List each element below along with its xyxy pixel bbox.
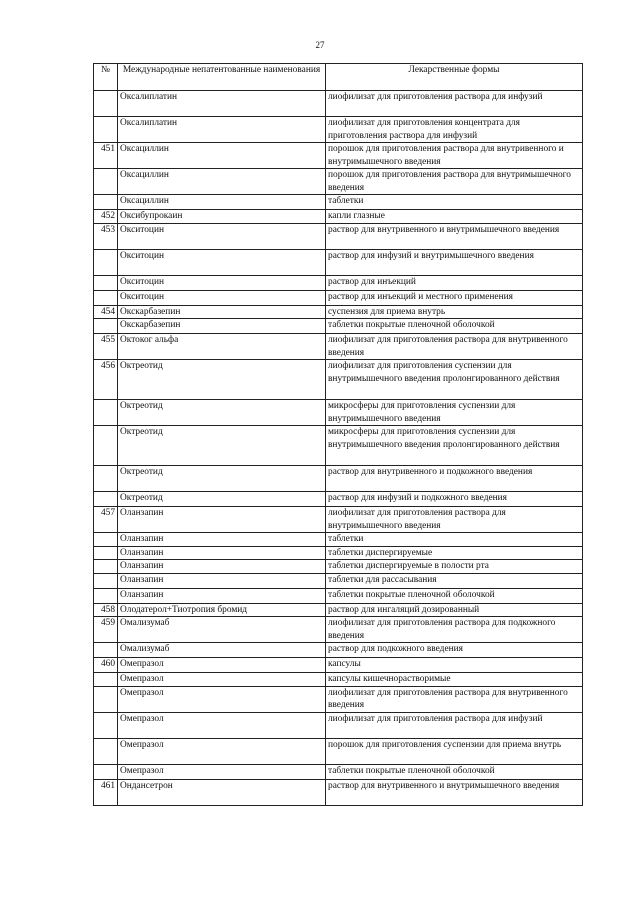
cell-number xyxy=(94,400,118,426)
table-body xyxy=(94,91,583,806)
cell-form: лиофилизат для приготовления концентрата для приготовления раствора для инфузий xyxy=(326,117,583,143)
cell-name: Олодатерол+Тиотропия бромид xyxy=(118,603,326,617)
cell-number: 453 xyxy=(94,223,118,249)
cell-form: суспензия для приема внутрь xyxy=(326,305,583,319)
cell-name: Омализумаб xyxy=(118,643,326,658)
cell-name: Окситоцин xyxy=(118,249,326,275)
table-row xyxy=(94,588,583,603)
cell-number xyxy=(94,533,118,547)
table-row xyxy=(94,91,583,117)
table-row xyxy=(94,210,583,224)
table-row xyxy=(94,360,583,400)
cell-form: лиофилизат для приготовления раствора для инфузий xyxy=(326,91,583,117)
header-form: Лекарственные формы xyxy=(326,64,583,91)
cell-form: порошок для приготовления раствора для внутримышечного введения xyxy=(326,169,583,195)
cell-form: раствор для инфузий и внутримышечного введения xyxy=(326,249,583,275)
table-row xyxy=(94,603,583,617)
cell-form: таблетки xyxy=(326,533,583,547)
table-row xyxy=(94,738,583,764)
table-row xyxy=(94,290,583,305)
cell-number: 458 xyxy=(94,603,118,617)
cell-name: Окситоцин xyxy=(118,275,326,290)
cell-form: лиофилизат для приготовления раствора для внутривенного введения xyxy=(326,334,583,360)
cell-form: таблетки для рассасывания xyxy=(326,573,583,588)
cell-number xyxy=(94,573,118,588)
cell-form: капсулы кишечнорастворимые xyxy=(326,673,583,687)
cell-form: лиофилизат для приготовления раствора для внутримышечного введения xyxy=(326,507,583,533)
table-row xyxy=(94,492,583,507)
cell-form: раствор для инфузий и подкожного введения xyxy=(326,492,583,507)
drug-table xyxy=(93,63,583,806)
table-row xyxy=(94,334,583,360)
table-row xyxy=(94,223,583,249)
cell-name: Омепразол xyxy=(118,686,326,712)
cell-number: 456 xyxy=(94,360,118,400)
cell-form: таблетки покрытые пленочной оболочкой xyxy=(326,588,583,603)
table-row xyxy=(94,319,583,334)
cell-number: 457 xyxy=(94,507,118,533)
cell-name: Октреотид xyxy=(118,492,326,507)
cell-number xyxy=(94,492,118,507)
cell-name: Окскарбазепин xyxy=(118,305,326,319)
table-row xyxy=(94,764,583,779)
cell-name: Октоког альфа xyxy=(118,334,326,360)
table-row xyxy=(94,560,583,574)
cell-form: таблетки покрытые пленочной оболочкой xyxy=(326,764,583,779)
cell-number xyxy=(94,738,118,764)
cell-number xyxy=(94,764,118,779)
cell-name: Октреотид xyxy=(118,360,326,400)
cell-name: Омепразол xyxy=(118,738,326,764)
cell-number xyxy=(94,169,118,195)
table-row xyxy=(94,712,583,738)
cell-name: Окскарбазепин xyxy=(118,319,326,334)
table-row xyxy=(94,143,583,169)
cell-form: микросферы для приготовления суспензии для внутримышечного введения xyxy=(326,400,583,426)
cell-number: 451 xyxy=(94,143,118,169)
cell-number: 455 xyxy=(94,334,118,360)
cell-form: таблетки диспергируемые в полости рта xyxy=(326,560,583,574)
cell-number xyxy=(94,712,118,738)
table-row xyxy=(94,779,583,805)
cell-number xyxy=(94,117,118,143)
cell-form: капли глазные xyxy=(326,210,583,224)
cell-name: Оланзапин xyxy=(118,573,326,588)
cell-form: лиофилизат для приготовления раствора для внутривенного введения xyxy=(326,686,583,712)
table-row xyxy=(94,673,583,687)
cell-form: порошок для приготовления суспензии для приема внутрь xyxy=(326,738,583,764)
cell-name: Оланзапин xyxy=(118,546,326,560)
cell-name: Омепразол xyxy=(118,764,326,779)
cell-number xyxy=(94,673,118,687)
table-row xyxy=(94,466,583,492)
cell-name: Омепразол xyxy=(118,673,326,687)
table-row xyxy=(94,507,583,533)
cell-name: Оксибупрокаин xyxy=(118,210,326,224)
cell-number: 459 xyxy=(94,617,118,643)
cell-number xyxy=(94,426,118,466)
table-row xyxy=(94,643,583,658)
cell-number xyxy=(94,588,118,603)
cell-name: Оланзапин xyxy=(118,560,326,574)
cell-form: капсулы xyxy=(326,658,583,673)
cell-name: Окситоцин xyxy=(118,223,326,249)
cell-form: лиофилизат для приготовления раствора для подкожного введения xyxy=(326,617,583,643)
cell-number: 461 xyxy=(94,779,118,805)
cell-name: Октреотид xyxy=(118,466,326,492)
cell-name: Оксациллин xyxy=(118,169,326,195)
cell-name: Омализумаб xyxy=(118,617,326,643)
cell-form: лиофилизат для приготовления раствора для инфузий xyxy=(326,712,583,738)
cell-form: раствор для внутривенного и внутримышечного введения xyxy=(326,779,583,805)
cell-name: Оксациллин xyxy=(118,195,326,210)
table-header-row xyxy=(94,64,583,91)
table-row xyxy=(94,195,583,210)
cell-form: порошок для приготовления раствора для внутривенного и внутримышечного введения xyxy=(326,143,583,169)
cell-number: 454 xyxy=(94,305,118,319)
cell-form: таблетки xyxy=(326,195,583,210)
cell-name: Октреотид xyxy=(118,400,326,426)
cell-number xyxy=(94,686,118,712)
cell-number: 452 xyxy=(94,210,118,224)
table-row xyxy=(94,117,583,143)
table-row xyxy=(94,249,583,275)
cell-number xyxy=(94,643,118,658)
cell-number xyxy=(94,319,118,334)
cell-form: раствор для инъекций xyxy=(326,275,583,290)
cell-name: Оксалиплатин xyxy=(118,91,326,117)
table-row xyxy=(94,169,583,195)
table-row xyxy=(94,617,583,643)
cell-number xyxy=(94,91,118,117)
cell-form: раствор для ингаляций дозированный xyxy=(326,603,583,617)
table-row xyxy=(94,275,583,290)
cell-number xyxy=(94,195,118,210)
table-row xyxy=(94,305,583,319)
table-row xyxy=(94,426,583,466)
page-number: 27 xyxy=(315,40,325,50)
cell-name: Октреотид xyxy=(118,426,326,466)
cell-form: раствор для внутривенного и подкожного введения xyxy=(326,466,583,492)
cell-number xyxy=(94,560,118,574)
cell-name: Оксациллин xyxy=(118,143,326,169)
cell-form: раствор для подкожного введения xyxy=(326,643,583,658)
cell-name: Омепразол xyxy=(118,712,326,738)
cell-number: 460 xyxy=(94,658,118,673)
header-name: Международные непатентованные наименования xyxy=(118,64,326,91)
cell-number xyxy=(94,546,118,560)
cell-name: Оксалиплатин xyxy=(118,117,326,143)
table-row xyxy=(94,546,583,560)
cell-form: таблетки покрытые пленочной оболочкой xyxy=(326,319,583,334)
cell-name: Окситоцин xyxy=(118,290,326,305)
table-row xyxy=(94,573,583,588)
cell-number xyxy=(94,275,118,290)
cell-name: Оланзапин xyxy=(118,507,326,533)
cell-form: раствор для инъекций и местного применения xyxy=(326,290,583,305)
cell-number xyxy=(94,290,118,305)
cell-name: Оланзапин xyxy=(118,588,326,603)
cell-form: таблетки диспергируемые xyxy=(326,546,583,560)
cell-number xyxy=(94,466,118,492)
table-row xyxy=(94,400,583,426)
cell-form: микросферы для приготовления суспензии для внутримышечного введения пролонгированного действия xyxy=(326,426,583,466)
cell-name: Ондансетрон xyxy=(118,779,326,805)
table-row xyxy=(94,533,583,547)
table-row xyxy=(94,658,583,673)
table-row xyxy=(94,686,583,712)
cell-form: раствор для внутривенного и внутримышечного введения xyxy=(326,223,583,249)
cell-name: Оланзапин xyxy=(118,533,326,547)
header-number: № xyxy=(94,64,118,91)
cell-name: Омепразол xyxy=(118,658,326,673)
cell-number xyxy=(94,249,118,275)
cell-form: лиофилизат для приготовления суспензии для внутримышечного введения пролонгированного действия xyxy=(326,360,583,400)
